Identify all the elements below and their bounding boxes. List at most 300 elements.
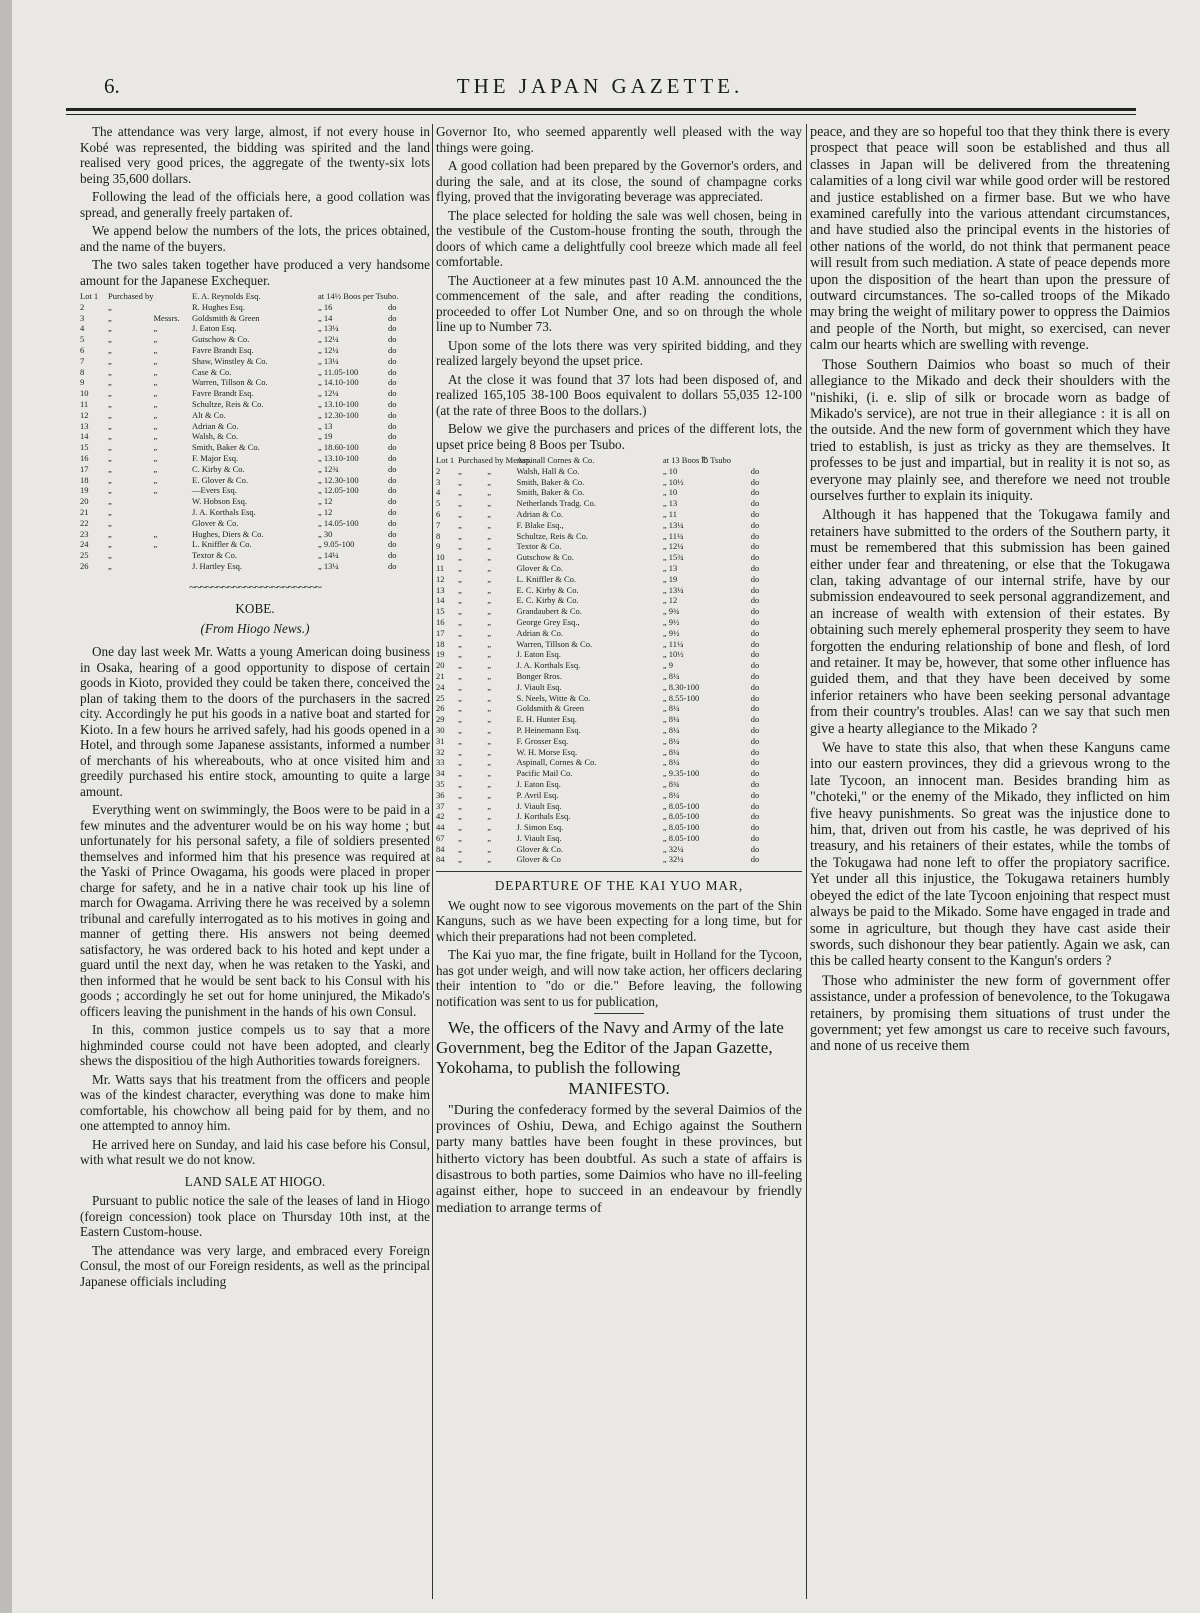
table-cell: „ <box>487 800 491 811</box>
table-cell: „ <box>487 616 491 627</box>
table-row <box>80 302 430 313</box>
table-cell: Smith, Baker & Co. <box>516 476 585 487</box>
table-row <box>80 561 430 572</box>
table-cell: „ <box>457 822 462 833</box>
table-cell: do <box>388 560 397 571</box>
header-rule-thin <box>66 114 1136 115</box>
table-row <box>80 518 430 529</box>
lots-table-kobe <box>80 291 430 572</box>
table-cell: „ 14.10-100 <box>318 377 359 388</box>
table-cell: „ 13¼ <box>318 355 339 366</box>
table-row <box>436 541 802 552</box>
table-cell: L. Kniffler & Co. <box>192 539 252 550</box>
table-cell: Pacific Mail Co. <box>516 768 573 779</box>
table-cell: „ 8.05-100 <box>662 832 700 843</box>
table-row <box>436 811 802 822</box>
table-cell: „ <box>108 388 112 399</box>
table-cell: „ <box>487 681 491 692</box>
table-cell: „ <box>457 843 462 854</box>
table-cell: „ <box>108 409 112 420</box>
table-cell: E. C. Kirby & Co. <box>516 595 579 606</box>
article-paragraph: The Kai yuo mar, the fine frigate, built in Holland for the Tycoon, has got under weigh, and will now take action, her officers declaring their intention to "do or die." Before leaving, the following notification was sent to us for publication, <box>436 947 802 1009</box>
table-cell: „ <box>457 757 462 768</box>
table-cell: „ <box>108 377 112 388</box>
table-cell: do <box>750 703 760 714</box>
table-cell: „ <box>108 550 112 561</box>
table-cell: „ <box>108 506 112 517</box>
table-cell: „ <box>153 442 158 453</box>
binding-edge <box>0 0 12 1613</box>
table-cell: do <box>750 843 760 854</box>
table-cell: do <box>750 714 760 725</box>
table-cell: „ 11¼ <box>662 530 684 541</box>
table-cell: „ <box>108 301 112 312</box>
table-cell: „ 9¾ <box>662 606 680 617</box>
table-cell: do <box>388 528 397 539</box>
table-cell: „ 8¼ <box>662 703 680 714</box>
table-cell: „ <box>153 334 158 345</box>
table-cell: „ <box>457 476 462 487</box>
table-cell: 24 <box>436 681 445 692</box>
article-paragraph: Governor Ito, who seemed apparently well pleased with the way things were going. <box>436 124 802 155</box>
table-cell: „ <box>457 735 462 746</box>
table-row <box>436 703 802 714</box>
table-cell: do <box>750 757 760 768</box>
table-cell: Shaw, Winstley & Co. <box>192 355 268 366</box>
table-cell: 35 <box>436 778 445 789</box>
table-cell: F. Grosser Esq. <box>516 735 569 746</box>
table-cell: Aspinall, Cornes & Co. <box>516 757 597 768</box>
table-cell: —Evers Esq. <box>192 485 237 496</box>
table-cell: 15 <box>80 442 89 453</box>
table-cell: „ 12¼ <box>318 388 339 399</box>
table-cell: J. Viault Esq. <box>516 800 562 811</box>
article-paragraph: Below we give the purchasers and prices of the different lots, the upset price being 8 Boos per Tsubo. <box>436 421 802 452</box>
table-cell: „ <box>153 431 158 442</box>
table-cell: „ <box>487 508 491 519</box>
table-cell: „ <box>457 724 462 735</box>
table-cell: do <box>750 660 760 671</box>
table-cell: „ <box>487 487 491 498</box>
table-cell: do <box>388 517 397 528</box>
table-cell: J. Eaton Esq. <box>516 778 561 789</box>
table-cell: „ <box>457 638 462 649</box>
table-cell: Favre Brandt Esq. <box>192 344 254 355</box>
table-cell: George Grey Esq., <box>516 616 580 627</box>
table-cell: „ <box>108 398 112 409</box>
table-cell: 7 <box>436 519 441 530</box>
table-row <box>436 498 802 509</box>
table-cell: 16 <box>436 616 445 627</box>
table-row <box>80 356 430 367</box>
table-row <box>80 421 430 432</box>
table-cell: „ <box>487 649 491 660</box>
table-cell: 26 <box>80 560 89 571</box>
table-cell: 36 <box>436 789 445 800</box>
table-cell: „ <box>487 757 491 768</box>
table-cell: 23 <box>80 528 89 539</box>
table-row <box>436 790 802 801</box>
table-header-row <box>80 291 430 302</box>
table-cell: „ <box>457 530 462 541</box>
table-cell: 44 <box>436 822 445 833</box>
table-cell: 14 <box>436 595 445 606</box>
table-cell: do <box>750 746 760 757</box>
table-cell: 10 <box>80 388 89 399</box>
table-cell: do <box>750 638 760 649</box>
table-cell: „ <box>108 323 112 334</box>
table-cell <box>154 507 193 518</box>
table-cell: „ <box>153 344 158 355</box>
table-row <box>80 377 430 388</box>
table-cell: 5 <box>436 498 441 509</box>
table-cell: J. A. Korthals Esq. <box>516 660 581 671</box>
table-cell: „ <box>487 627 491 638</box>
table-cell: do <box>750 627 760 638</box>
table-cell: „ 8¼ <box>662 670 680 681</box>
table-cell <box>154 302 193 313</box>
table-cell: J. Hartley Esq. <box>192 560 243 571</box>
table-cell: W. H. Morse Esq. <box>516 746 578 757</box>
table-cell: „ <box>457 573 462 584</box>
article-paragraph: "During the confederacy formed by the several Daimios of the provinces of Oshiu, Dewa, and Echigo against the Southern party many battles have been fought in these provinces, but hitherto victory has been doubtful. As such a state of affairs is disastrous to both parties, some Daimios who have no ill-feeling against either, hope to succeed in an endeavour by friendly mediation to arrange terms of <box>436 1102 802 1216</box>
table-cell: 24 <box>80 539 89 550</box>
table-cell: „ 13 <box>662 562 678 573</box>
article-paragraph: At the close it was found that 37 lots had been disposed of, and realized 165,105 38-100 Boos equivalent to dollars 55,035 12-100 (at the rate of three Boos to the dollars.) <box>436 371 802 418</box>
table-cell: do <box>388 474 397 485</box>
table-cell: do <box>388 344 397 355</box>
table-cell: „ 8¼ <box>662 757 680 768</box>
table-cell: „ 13¼ <box>318 560 339 571</box>
table-cell: 15 <box>436 606 445 617</box>
table-cell: „ <box>457 660 462 671</box>
table-cell: 21 <box>80 506 89 517</box>
header-cell: Lot 1 <box>436 455 455 465</box>
article-paragraph: Those who administer the new form of government offer assistance, under a profession of benevolence, to the Tokugawa retainers, by promising them situations of trust under the government; yet few amongst us care to receive such favours, and none of us receive them <box>810 972 1170 1055</box>
table-cell: do <box>388 388 397 399</box>
table-cell: do <box>750 508 760 519</box>
manifesto-heading: MANIFESTO. <box>568 1079 670 1099</box>
table-row <box>436 768 802 779</box>
table-cell: „ <box>457 627 462 638</box>
section-rule <box>436 871 802 872</box>
table-cell: 17 <box>436 627 445 638</box>
table-cell: „ <box>108 560 112 571</box>
table-cell: 25 <box>436 692 445 703</box>
table-cell: „ 10 <box>662 465 678 476</box>
header-cell <box>154 291 193 302</box>
table-cell: „ 8¼ <box>662 735 680 746</box>
article-paragraph: Everything went on swimmingly, the Boos were to be paid in a few minutes and the adventurer would be on his way home ; but unfortunately for his personal safety, a file of soldiers presented themselves and informed him that his presence was required at the Yaski of Prince Owagama, his goods were placed in proper charge for safety, and he in a native chair took up his line of march for Owagama. Arriving there he was received by a solemn tribunal and carefully interrogated as to his motives in going and manner of getting there. His answers not being deemed satisfactory, he was ordered back to his hoted and kept under a guard until the next day, when he was retaken to the Yaski, and then informed that he would be sent back to his Consul with his goods ; accordingly he set out for home uninjured, the Mikado's officers leaving the punishment in the hands of his own Consul. <box>80 802 430 1019</box>
table-cell: „ <box>108 528 112 539</box>
table-row <box>436 649 802 660</box>
table-cell: Favre Brandt Esq. <box>192 388 254 399</box>
table-cell: 12 <box>436 573 445 584</box>
table-cell: „ <box>108 344 112 355</box>
table-row <box>80 529 430 540</box>
table-cell: „ <box>457 681 462 692</box>
article-paragraph: Upon some of the lots there was very spirited bidding, and they realized largely beyond the upset price. <box>436 337 802 368</box>
manifesto-notice: We, the officers of the Navy and Army of the late Government, beg the Editor of the Japan Gazette, Yokohama, to publish the following <box>436 1018 784 1078</box>
table-cell: „ <box>487 541 491 552</box>
table-cell: „ 11 <box>662 508 677 519</box>
table-cell: „ <box>457 703 462 714</box>
section-heading-kobe: KOBE. <box>235 601 275 617</box>
article-paragraph: In this, common justice compels us to say that a more highminded course could not have been adopted, and clearly shews the dispositiou of the high Authorities towards foreigners. <box>80 1022 430 1069</box>
table-cell: 8 <box>80 366 85 377</box>
table-row <box>80 485 430 496</box>
table-cell: Case & Co. <box>192 366 232 377</box>
article-paragraph: The attendance was very large, almost, if not every house in Kobé was represented, the bidding was spirited and the land realised very good prices, the aggregate of the twenty-six lots being 35,600 dollars. <box>80 124 430 186</box>
table-row <box>80 507 430 518</box>
table-row <box>80 496 430 507</box>
table-row <box>80 550 430 561</box>
table-cell: „ <box>153 528 158 539</box>
article-paragraph: Mr. Watts says that his treatment from the officers and people was of the kindest character, everything was done to make him comfortable, his chowchow all being paid for by them, and no one attempted to annoy him. <box>80 1071 430 1134</box>
table-cell: do <box>750 832 760 843</box>
table-cell: E. Glover & Co. <box>192 474 248 485</box>
table-cell: 13 <box>436 584 445 595</box>
table-cell: „ <box>457 508 462 519</box>
table-row <box>80 431 430 442</box>
table-cell: „ 13 <box>318 420 333 431</box>
table-cell: 12 <box>80 409 89 420</box>
table-cell: Smith, Baker & Co. <box>516 487 585 498</box>
header-cell: Purchased by Messrs. <box>457 455 532 465</box>
table-cell: do <box>750 519 760 530</box>
table-cell: J. Viault Esq. <box>516 681 562 692</box>
article-paragraph: He arrived here on Sunday, and laid his case before his Consul, with what result we do not know. <box>80 1136 430 1168</box>
table-cell: 33 <box>436 757 445 768</box>
table-cell: „ 8.05-100 <box>662 822 700 833</box>
table-cell: „ <box>457 789 462 800</box>
table-cell: Grandaubert & Co. <box>516 606 582 617</box>
table-row <box>436 585 802 596</box>
table-cell: „ <box>487 854 491 865</box>
table-cell: „ <box>457 487 462 498</box>
table-cell: do <box>388 323 397 334</box>
table-cell: „ 13¼ <box>662 584 684 595</box>
table-cell: 17 <box>80 463 89 474</box>
table-row <box>80 334 430 345</box>
table-cell: do <box>388 398 397 409</box>
table-row <box>436 574 802 585</box>
table-cell: Gutschow & Co. <box>516 552 574 563</box>
table-cell: „ 12¼ <box>662 541 684 552</box>
table-cell: 9 <box>436 541 441 552</box>
column-3 <box>810 124 1170 1058</box>
table-cell: „ 13 <box>662 498 678 509</box>
table-cell: do <box>750 811 760 822</box>
table-cell: „ 12¼ <box>318 334 339 345</box>
article-paragraph: Although it has happened that the Tokugawa family and retainers have submitted to the orders of the Southern party, it must be remembered that this submission has been gained either under fear and threatening, or else that the Tokugawa clan, taking advantage of our internal strife, have by our submission endeavoured to seek personal aggrandizement, and an increase of wealth with extension of their estates. By obtaining such merely ephemeral prosperity they seem to have forgotten the enduring relationship of bone and flesh, of lord and retainer. It may be, however, that some other influence has guided them, and that they have been deceived by some inferior retainers who have been seeking personal advantage from their country's troubles. Alas! can we say that such men give a hearty allegiance to the Mikado ? <box>810 507 1170 737</box>
short-rule <box>594 1013 644 1014</box>
header-cell: at 14½ Boos per Tsubo. <box>318 291 399 301</box>
page-number: 6. <box>104 74 120 98</box>
table-row <box>436 736 802 747</box>
table-cell: „ 12 <box>662 595 678 606</box>
table-cell: „ 12.30-100 <box>318 409 359 420</box>
table-cell: „ <box>153 463 158 474</box>
table-cell: J. Eaton Esq. <box>192 323 237 334</box>
table-cell: Adrian & Co. <box>192 420 239 431</box>
article-paragraph: The Auctioneer at a few minutes past 10 A.M. announced the the commencement of the sale, and after reading the conditions, proceeded to offer Lot Number One, and so on through the whole line up to Number 73. <box>436 272 802 334</box>
table-cell: Textor & Co. <box>516 541 562 552</box>
table-cell: „ <box>108 312 112 323</box>
table-cell: „ <box>487 562 491 573</box>
column-divider <box>806 124 807 1599</box>
table-cell: „ <box>153 388 158 399</box>
table-cell: C. Kirby & Co. <box>192 463 245 474</box>
table-row <box>80 388 430 399</box>
table-row <box>436 628 802 639</box>
table-cell: Glover & Co <box>516 854 561 865</box>
table-cell: do <box>388 355 397 366</box>
table-row <box>436 552 802 563</box>
table-cell: „ 30 <box>318 528 333 539</box>
table-cell: E. H. Hunter Esq. <box>516 714 577 725</box>
table-cell: Gutschow & Co. <box>192 334 250 345</box>
table-cell: „ 8¾ <box>662 778 680 789</box>
table-cell: „ <box>457 541 462 552</box>
table-cell: do <box>750 465 760 476</box>
table-cell: „ 32¼ <box>662 843 684 854</box>
table-cell: „ <box>108 485 112 496</box>
table-cell: do <box>750 768 760 779</box>
table-cell: 5 <box>80 334 85 345</box>
table-row <box>436 833 802 844</box>
table-cell: „ <box>457 800 462 811</box>
table-cell: „ <box>487 595 491 606</box>
table-cell: „ 10 <box>662 487 678 498</box>
table-cell: „ 13.10-100 <box>318 452 359 463</box>
table-row <box>436 477 802 488</box>
article-paragraph: The two sales taken together have produced a very handsome amount for the Japanese Exchequer. <box>80 257 430 288</box>
table-cell: 31 <box>436 735 445 746</box>
table-cell: „ <box>487 584 491 595</box>
table-cell: Alt & Co. <box>192 409 226 420</box>
table-cell: do <box>388 366 397 377</box>
table-row <box>436 639 802 650</box>
table-cell: „ 15¾ <box>662 552 684 563</box>
table-row <box>436 563 802 574</box>
table-cell: P. Avril Esq. <box>516 789 559 800</box>
table-cell: „ <box>153 366 158 377</box>
table-cell: W. Hobson Esq. <box>192 496 247 507</box>
table-cell: do <box>750 854 760 865</box>
article-paragraph: The attendance was very large, and embraced every Foreign Consul, the most of our Foreign residents, as well as the principal Japanese officials including <box>80 1242 430 1289</box>
table-cell: do <box>750 616 760 627</box>
table-row <box>436 693 802 704</box>
table-cell: do <box>388 334 397 345</box>
table-row <box>436 844 802 855</box>
table-cell: 26 <box>436 703 445 714</box>
table-cell: „ <box>487 811 491 822</box>
table-cell: Warren, Tillson & Co. <box>192 377 268 388</box>
table-cell: 21 <box>436 670 445 681</box>
table-cell: do <box>750 649 760 660</box>
table-cell: J. A. Korthals Esq. <box>192 506 256 517</box>
table-cell: 19 <box>436 649 445 660</box>
table-cell: „ <box>457 692 462 703</box>
table-cell: „ <box>487 519 491 530</box>
table-cell: „ 14.05-100 <box>318 517 359 528</box>
header-cell: Lot 1 <box>80 291 99 301</box>
article-paragraph: A good collation had been prepared by the Governor's orders, and during the sale, and at its close, the sound of champagne corks flying, proved that the invigorating beverage was appreciated. <box>436 158 802 204</box>
table-cell: do <box>750 476 760 487</box>
table-cell: Textor & Co. <box>192 550 237 561</box>
table-cell: „ <box>457 649 462 660</box>
table-cell: „ <box>487 714 491 725</box>
table-row <box>436 714 802 725</box>
table-cell: do <box>388 485 397 496</box>
column-2 <box>436 124 802 1220</box>
table-cell: P. Heinemann Esq. <box>516 724 581 735</box>
table-row <box>436 617 802 628</box>
table-cell: „ <box>108 431 112 442</box>
header-rule <box>66 108 1136 111</box>
table-cell: „ <box>487 498 491 509</box>
table-cell: 67 <box>436 832 445 843</box>
table-row <box>80 539 430 550</box>
table-cell: do <box>388 452 397 463</box>
table-row <box>436 595 802 606</box>
table-cell: „ <box>457 498 462 509</box>
table-cell: 8 <box>436 530 441 541</box>
table-cell: „ <box>108 442 112 453</box>
table-cell: „ <box>457 746 462 757</box>
table-cell: do <box>388 496 397 507</box>
table-cell: „ <box>457 606 462 617</box>
table-cell: do <box>750 595 760 606</box>
table-cell: do <box>388 301 397 312</box>
table-cell: „ 12¾ <box>318 463 339 474</box>
column-divider <box>432 124 433 1599</box>
table-cell: L. Kniffler & Co. <box>516 573 577 584</box>
section-heading-departure: DEPARTURE OF THE KAI YUO MAR, <box>494 878 744 894</box>
table-row <box>436 606 802 617</box>
table-cell: „ 8.55-100 <box>662 692 700 703</box>
table-cell: „ <box>487 530 491 541</box>
table-row <box>436 725 802 736</box>
table-cell: „ <box>457 552 462 563</box>
table-cell: „ <box>487 552 491 563</box>
table-cell: do <box>750 530 760 541</box>
table-cell: 11 <box>80 398 89 409</box>
table-cell: 11 <box>436 562 445 573</box>
table-cell: Adrian & Co. <box>516 508 563 519</box>
table-cell: „ <box>153 398 158 409</box>
table-cell: 29 <box>436 714 445 725</box>
table-cell: 32 <box>436 746 445 757</box>
table-cell: „ 12.30-100 <box>318 474 359 485</box>
table-header-row <box>436 455 802 466</box>
table-cell: do <box>750 562 760 573</box>
table-cell: 18 <box>436 638 445 649</box>
table-cell: Glover & Co. <box>516 843 563 854</box>
table-cell: 25 <box>80 550 89 561</box>
table-cell: Goldsmith & Green <box>516 703 585 714</box>
table-row <box>436 509 802 520</box>
column-1 <box>80 124 430 1292</box>
table-cell: 20 <box>436 660 445 671</box>
table-cell: „ 12 <box>318 496 333 507</box>
table-cell <box>154 550 193 561</box>
table-cell: „ 10½ <box>662 476 684 487</box>
table-cell: E. C. Kirby & Co. <box>516 584 579 595</box>
table-cell: „ <box>487 692 491 703</box>
table-cell: „ <box>108 496 112 507</box>
